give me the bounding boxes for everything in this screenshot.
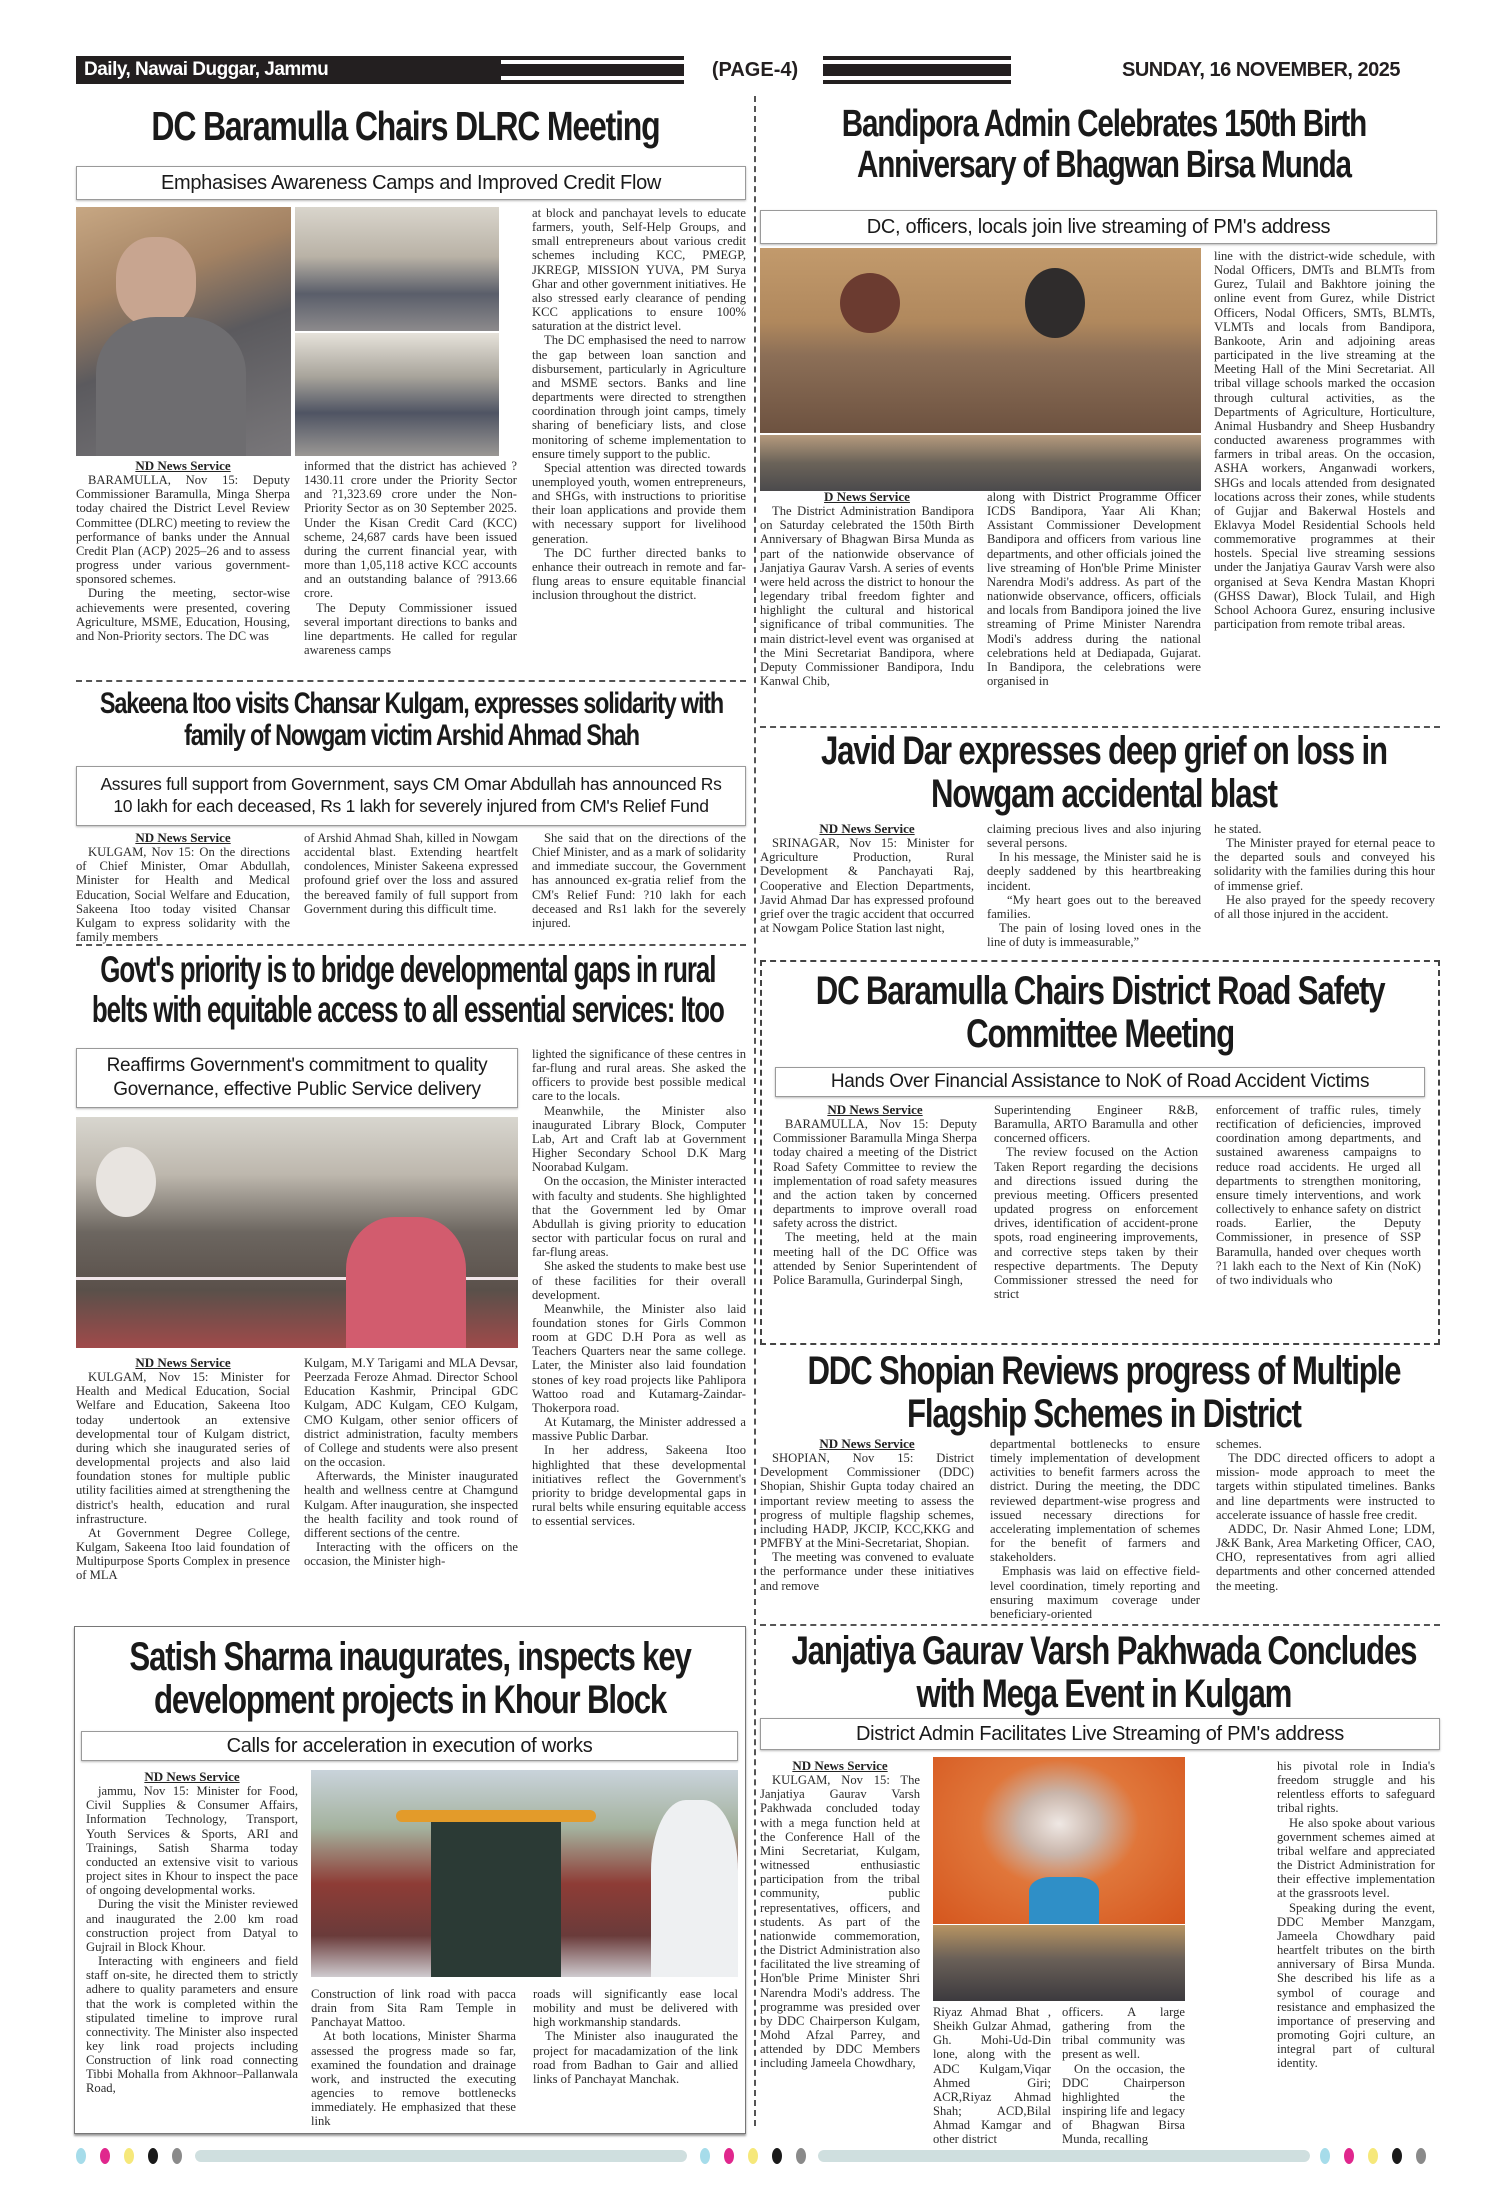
paragraph: He also prayed for the speedy recovery of all those injured in the accident. [1214,892,1435,921]
paragraph: Interacting with the officers on the occasion, the Minister high- [304,1540,518,1569]
masthead-stripes-left [501,56,684,84]
paragraph: claiming precious lives and also injuring several persons. [987,822,1201,851]
photo-bandipora-dais [760,248,1201,433]
paragraph: The Minister prayed for eternal peace to the departed souls and conveyed his solidarity with the families during this hour of immense grief. [1214,836,1435,893]
paragraph: Superintending Engineer R&B, Baramulla, ARTO Baramulla and other concerned officers. [994,1103,1198,1146]
article-separator [76,944,746,946]
paragraph: Afterwards, the Minister inaugurated health and wellness centre at Chamgund Kulgam. After inauguration, she inspected the health facility and took round of different sections of the centre. [304,1469,518,1540]
headline: Govt's priority is to bridge developmental gaps in rural belts with equitable access to all essential services: Itoo [92,949,724,1030]
paragraph: Riyaz Ahmad Bhat , Sheikh Gulzar Ahmad, Gh. Mohi-Ud-Din lone, along with the ADC Kulgam,Viqar Ahmed Giri; ACR,Riyaz Ahmad Shah; ACD,Bilal Ahmad Kamgar and other district [933,2005,1051,2147]
byline: ND News Service [819,821,915,836]
paragraph: The DC further directed banks to enhance their outreach in remote and far-flung areas to ensure equitable financial inclusion throughout the district. [532,545,746,603]
paragraph: of Arshid Ahmad Shah, killed in Nowgam accidental blast. Extending heartfelt condolences, Minister Sakeena expressed profound grief over the loss and assured the bereaved family of full support from Government during this difficult time. [304,831,518,916]
paragraph: He also spoke about various government schemes aimed at tribal welfare and appreciated the District Administration for their effective implementation at the grassroots level. [1277,1815,1435,1901]
paragraph: In her address, Sakeena Itoo highlighted that these developmental initiatives reflect the Government's priority to bridge developmental gaps in rural belts while ensuring equitable access to essential services. [532,1443,746,1529]
registration-bar [818,2150,1310,2162]
article-column [533,1987,738,2086]
paragraph: KULGAM, Nov 15: The Janjatiya Gaurav Varsh Pakhwada concluded today with a mega function held at the Conference Hall of the Mini Secretariat, Kulgam, witnessed enthusiastic participation from the tribal community, public representatives, officers, and students. As part of the nationwide commemoration, the District Administration also facilitated the live streaming of Hon'ble Prime Minister Shri Narendra Modi's address. The programme was presided over by DDC Chairperson Kulgam, Mohd Afzal Parrey, and attended by DDC Members including Jameela Chowdhary, [760,1773,920,2071]
article-column [1214,822,1435,921]
article-separator [76,680,746,682]
photo-pm-address [933,1757,1185,1924]
headline: DC Baramulla Chairs DLRC Meeting [150,103,660,149]
paragraph: BARAMULLA, Nov 15: Deputy Commissioner Baramulla Minga Sherpa today chaired a meeting of the District Road Safety Committee to review the implementation of road safety measures and the action taken by concerned departments to improve overall road safety across the district. [773,1117,977,1231]
subheadline: Hands Over Financial Assistance to NoK of Road Accident Victims [775,1067,1425,1097]
masthead-stripes-right [823,56,1011,84]
paragraph: Meanwhile, the Minister also laid foundation stones for Girls Common room at GDC D.H Pora as well as Teachers Quarters near the same college. Later, the Minister also laid foundation stones of key road projects like Pahlipora Wattoo road and Kutamarg-Zaindar-Thokerpora road. [532,1301,746,1415]
paragraph: at block and panchayat levels to educate farmers, youth, Self-Help Groups, and small entrepreneurs about various credit schemes including KCC, PMEGP, JKREGP, MISSION YUVA, PM Surya Ghar and other government initiatives. He also stressed early clearance of pending KCC applications to ensure 100% saturation at the district level. [532,206,746,334]
paragraph: The District Administration Bandipora on Saturday celebrated the 150th Birth Anniversary of Bhagwan Birsa Munda as part of the nationwide observance of Janjatiya Gaurav Varsh. A series of events were held across the district to honour the legendary tribal freedom fighter and highlight the cultural and historical significance of tribal communities. The main district-level event was organised at the Mini Secretariat Bandipora, where Deputy Commissioner Bandipora, Indu Kanwal Chib, [760,504,974,689]
byline: ND News Service [135,830,231,845]
paragraph: ADDC, Dr. Nasir Ahmed Lone; LDM, J&K Bank, Area Marketing Officer, CAO, CHO, representatives from agri allied departments and other concerned attended the meeting. [1216,1521,1435,1593]
article-column [532,831,746,930]
registration-dot-magenta [724,2148,734,2164]
paragraph: line with the district-wide schedule, with Nodal Officers, DMTs and BLMTs from Gurez, Tulail and Bakhtore joining the online event from Gurez, while District Officers, Nodal Officers, SMTs, BLMTs, VLMTs and locals from Bandipora, Bankoote, Arin and adjoining areas participated in the live streaming at the Meeting Hall of the Mini Secretariat. All tribal village schools marked the occasion through cultural activities, as the Departments of Agriculture, Horticulture, Animal Husbandry and Sheep Husbandry conducted awareness programmes with farmers in tribal areas. On the occasion, ASHA workers, Anganwadi workers, SHGs and locals attended from designated locations across their zones, while students of Gujjar and Bakerwal Hostels and Eklavya Model Residential Schools held commemorative programmes at their hostels. Special live streaming sessions under the Janjatiya Gaurav Varsh were also organised at Seva Kendra Mastan Khopri (GHSS Dawar), Block Tulail, and High School Achoora Gurez, ensuring inclusive participation from remote tribal areas. [1214,249,1435,632]
page-number: (PAGE-4) [711,59,799,81]
photo-meeting-1 [295,207,499,331]
paragraph: his pivotal role in India's freedom struggle and his relentless efforts to safeguard tribal rights. [1277,1759,1435,1816]
registration-dot-cyan [1320,2148,1330,2164]
paragraph: Speaking during the event, DDC Member Manzgam, Jameela Chowdhary paid heartfelt tributes on the birth anniversary of Birsa Munda. She described his life as a symbol of courage and resistance and emphasized the importance of preserving and promoting Gojri culture, an integral part of cultural identity. [1277,1900,1435,2071]
paragraph: Kulgam, M.Y Tarigami and MLA Devsar, Peerzada Feroze Ahmad. Director School Education Kashmir, Principal GDC Kulgam, ADC Kulgam, CEO Kulgam, CMO Kulgam, other senior officers of district administration, faculty members of College and students were also present on the occasion. [304,1356,518,1470]
article-column [760,822,974,935]
paragraph: At Government Degree College, Kulgam, Sakeena Itoo laid foundation of Multipurpose Sports Complex in presence of MLA [76,1525,290,1583]
registration-dot-grey [172,2148,182,2164]
paragraph: KULGAM, Nov 15: On the directions of Chief Minister, Omar Abdullah, Minister for Health and Medical Education, Social Welfare and Education, Sakeena Itoo today visited Chansar Kulgam to express solidarity with the family members [76,845,290,945]
registration-dot-magenta [1344,2148,1354,2164]
subheadline: District Admin Facilitates Live Streaming of PM's address [760,1718,1440,1750]
byline: ND News Service [792,1758,888,1773]
registration-dot-black [1392,2148,1402,2164]
issue-date: SUNDAY, 16 NOVEMBER, 2025 [1122,59,1400,81]
paragraph: SHOPIAN, Nov 15: District Development Commissioner (DDC) Shopian, Shishir Gupta today chaired an important review meeting to assess the progress of multiple flagship schemes, including HADP, JKCIP, KCC,KKG and PMFBY at the Mini-Secretariat, Shopian. [760,1451,974,1551]
article-column [994,1103,1198,1301]
paragraph: he stated. [1214,822,1262,836]
article-column [532,206,746,602]
article-column [532,1047,746,1528]
photo-tribal-gathering [933,1925,1185,2001]
article-column [987,490,1201,688]
article-column [86,1770,298,2096]
paragraph: The pain of losing loved ones in the line of duty is immeasurable,” [987,921,1201,950]
article-column [990,1437,1200,1621]
paragraph: The meeting, held at the main meeting hall of the DC Office was attended by Senior Superintendent of Police Baramulla, Gurinderpal Singh, [773,1230,977,1287]
article-separator [760,726,1440,728]
headline: Sakeena Itoo visits Chansar Kulgam, expresses solidarity with family of Nowgam victim Arshid Ahmad Shah [99,687,723,753]
registration-dot-magenta [100,2148,110,2164]
paragraph: On the occasion, the Minister interacted with faculty and students. She highlighted that the Government led by Omar Abdullah is giving priority to education sector with particular focus on rural and far-flung areas. [532,1174,746,1260]
article-column [987,822,1201,949]
paragraph: The meeting was convened to evaluate the performance under these initiatives and remove [760,1550,974,1593]
paragraph: informed that the district has achieved ?1430.11 crore under the Priority Sector and ?1,323.69 crore under the Non-Priority Sector as on 30 September 2025. Under the Kisan Credit Card (KCC) scheme, 24,687 cards have been issued during the current financial year, with more than 1,05,118 active KCC accounts and an outstanding balance of ?913.66 crore. [304,459,517,601]
headline: DC Baramulla Chairs District Road Safety Committee Meeting [815,969,1385,1057]
paragraph: The DDC directed officers to adopt a mission- mode approach to meet the targets within stipulated timelines. Banks and line departments were instructed to accelerate issuance of hassle free credit. [1216,1451,1435,1522]
paragraph: BARAMULLA, Nov 15: Deputy Commissioner Baramulla, Minga Sherpa today chaired the District Level Review Committee (DLRC) meeting to review the performance of banks under the Annual Credit Plan (ACP) 2025–26 and to assess progress under various government-sponsored schemes. [76,473,290,587]
subheadline: Calls for acceleration in execution of works [81,1731,738,1761]
paragraph: Construction of link road with pacca drain from Sita Ram Temple in Panchayat Mattoo. [311,1987,516,2030]
article-column [760,490,974,688]
article-column [933,2005,1051,2147]
headline: Satish Sharma inaugurates, inspects key development projects in Khour Block [129,1635,691,1723]
paragraph: Interacting with engineers and field staff on-site, he directed them to strictly adhere to quality parameters and ensure that the work is completed within the stipulated timeline to improve rural connectivity. The Minister also inspected key link road projects including Construction of link road connecting Tibbi Mohalla from Akhnoor–Pallanwala Road, [86,1954,298,2096]
paragraph: officers. A large gathering from the tribal community was present as well. [1062,2005,1185,2062]
article-column [304,459,517,657]
article-column [1062,2005,1185,2147]
paragraph: She said that on the directions of the Chief Minister, and as a mark of solidarity and immediate succour, the Government has announced ex-gratia relief from the CM's Relief Fund: ?10 lakh for each deceased and Rs1 lakh for the severely injured. [532,831,746,930]
byline: D News Service [824,489,910,504]
registration-dot-yellow [748,2148,758,2164]
subheadline: Emphasises Awareness Camps and Improved Credit Flow [76,166,746,200]
article-column [760,1759,920,2070]
paragraph: The review focused on the Action Taken Report regarding the decisions and directions issued during the previous meeting. Officers presented updated progress on enforcement drives, identification of accident-prone spots, road engineering improvements, and corrective steps taken by their respective departments. The Deputy Commissioner stressed the need for strict [994,1145,1198,1302]
paragraph: “My heart goes out to the bereaved families. [987,892,1201,921]
paragraph: KULGAM, Nov 15: Minister for Health and Medical Education, Social Welfare and Education, Sakeena Itoo today undertook an extensive developmental tour of Kulgam district, during which she inaugurated series of developmental projects and also laid foundation stones for multiple public utility facilities aimed at strengthening the district's health, education and rural infrastructure. [76,1370,290,1526]
byline: ND News Service [819,1436,915,1451]
registration-bar [195,2150,687,2162]
photo-plaque-inauguration [311,1770,738,1977]
registration-dot-grey [796,2148,806,2164]
paragraph: Meanwhile, the Minister also inaugurated Library Block, Computer Lab, Art and Craft lab at Government Higher Secondary School D.K Marg Noorabad Kulgam. [532,1103,746,1175]
article-column [1214,249,1435,631]
article-separator [760,1624,1440,1626]
headline: Janjatiya Gaurav Varsh Pakhwada Concludes with Mega Event in Kulgam [791,1629,1417,1717]
photo-ribbon-cutting [76,1117,518,1348]
column-divider [754,96,756,2126]
paragraph: enforcement of traffic rules, timely rectification of deficiencies, improved coordination among departments, and sustained awareness campaigns to reduce road accidents. He urged all departments to strengthen monitoring, ensure timely interventions, and work collectively to enhance safety on district roads. Earlier, the Deputy Commissioner, in presence of SSP Baramulla, handed over cheques worth ?1 lakh each to the Next of Kin (NoK) of two individuals who [1216,1103,1421,1287]
article-column [773,1103,977,1287]
registration-dot-black [772,2148,782,2164]
article-column [304,1356,518,1568]
registration-dot-yellow [124,2148,134,2164]
article-column [1277,1759,1435,2070]
paragraph: The Minister also inaugurated the project for macadamization of the link road from Badhan to Gair and allied links of Panchayat Manchak. [533,2029,738,2086]
paragraph: Emphasis was laid on effective field-level coordination, timely reporting and ensuring maximum coverage under beneficiary-oriented [990,1564,1200,1621]
registration-dot-yellow [1368,2148,1378,2164]
photo-dc-speaking [76,207,291,456]
article-column [311,1987,516,2129]
paragraph: SRINAGAR, Nov 15: Minister for Agriculture Production, Rural Development & Panchayati Raj, Cooperative and Election Departments, Javid Ahmad Dar has expressed profound grief over the tragic accident that occurred at Nowgam Police Station last night, [760,836,974,936]
registration-dot-grey [1416,2148,1426,2164]
paragraph: Special attention was directed towards unemployed youth, women entrepreneurs, and SHGs, with instructions to prioritise their loan applications and provide them with necessary support for livelihood generation. [532,460,746,546]
registration-dot-cyan [700,2148,710,2164]
paragraph: In his message, the Minister said he is deeply saddened by this heartbreaking incident. [987,850,1201,893]
headline: Bandipora Admin Celebrates 150th Birth Anniversary of Bhagwan Birsa Munda [841,103,1367,187]
article-column [1216,1103,1421,1287]
article-column [76,1356,290,1583]
photo-bandipora-hall [760,435,1201,491]
byline: ND News Service [827,1102,923,1117]
paragraph: On the occasion, the DDC Chairperson highlighted the inspiring life and legacy of Bhagwan Birsa Munda, recalling [1062,2061,1185,2147]
headline: DDC Shopian Reviews progress of Multiple Flagship Schemes in District [807,1349,1401,1437]
paragraph: The Deputy Commissioner issued several important directions to banks and line departments. He called for regular awareness camps [304,600,517,658]
subheadline: Assures full support from Government, says CM Omar Abdullah has announced Rs 10 lakh for each deceased, Rs 1 lakh for severely injured from CM's Relief Fund [76,766,746,826]
article-column [76,459,290,643]
paragraph: She asked the students to make best use of these facilities for their overall development. [532,1259,746,1302]
registration-dot-black [148,2148,158,2164]
paragraph: During the visit the Minister reviewed and inaugurated the 2.00 km road construction project from Datyal to Gujrail in Block Khour. [86,1897,298,1954]
paragraph: lighted the significance of these centres in far-flung and rural areas. She asked the officers to provide best possible medical care to the locals. [532,1047,746,1104]
paragraph: roads will significantly ease local mobility and must be delivered with high workmanship standards. [533,1987,738,2030]
masthead-paper-name: Daily, Nawai Duggar, Jammu [76,56,501,84]
paragraph: At both locations, Minister Sharma assessed the progress made so far, examined the foundation and drainage work, and instructed the executing agencies to remove bottlenecks immediately. He emphasized that these link [311,2029,516,2129]
paragraph: departmental bottlenecks to ensure timely implementation of development activities to benefit farmers across the district. During the meeting, the DDC reviewed department-wise progress and issued necessary directions for accelerating implementation of schemes for the benefit of farmers and stakeholders. [990,1437,1200,1565]
subheadline: Reaffirms Government's commitment to quality Governance, effective Public Service delivery [76,1048,518,1108]
headline: Javid Dar expresses deep grief on loss in Nowgam accidental blast [821,729,1387,817]
byline: ND News Service [135,1355,231,1370]
subheadline: DC, officers, locals join live streaming of PM's address [760,210,1437,244]
paragraph: along with District Programme Officer ICDS Bandipora, Yaar Ali Khan; Assistant Commissioner Development Bandipora and officers from various line departments, and other officials joined the live streaming of Hon'ble Prime Minister Narendra Modi's address. As part of the nationwide observance, officers, officials and locals from Bandipora joined the live streaming of Prime Minister Narendra Modi's address during the national celebrations held at Dediapada, Gujarat. In Bandipora, the celebrations were organised in [987,490,1201,689]
paragraph: jammu, Nov 15: Minister for Food, Civil Supplies & Consumer Affairs, Information Technology, Transport, Youth Services & Sports, ARI and Trainings, Satish Sharma today conducted an extensive visit to various project sites in Khour to inspect the pace of ongoing developmental works. [86,1784,298,1898]
article-column [1216,1437,1435,1593]
paragraph: During the meeting, sector-wise achievements were presented, covering Agriculture, MSME, Education, Housing, and Non-Priority sectors. The DC was [76,586,290,643]
paragraph: schemes. [1216,1437,1262,1451]
article-column [304,831,518,916]
article-column [760,1437,974,1593]
registration-dot-cyan [76,2148,86,2164]
byline: ND News Service [144,1769,240,1784]
photo-meeting-2 [295,333,499,456]
article-column [76,831,290,944]
paragraph: At Kutamarg, the Minister addressed a massive Public Darbar. [532,1415,746,1444]
byline: ND News Service [135,458,231,473]
paragraph: The DC emphasised the need to narrow the gap between loan sanction and disbursement, particularly in Agriculture and MSME sectors. Banks and line departments were directed to strengthen coordination through joint camps, timely sharing of beneficiary lists, and close monitoring of scheme implementation to ensure timely support to the public. [532,333,746,461]
